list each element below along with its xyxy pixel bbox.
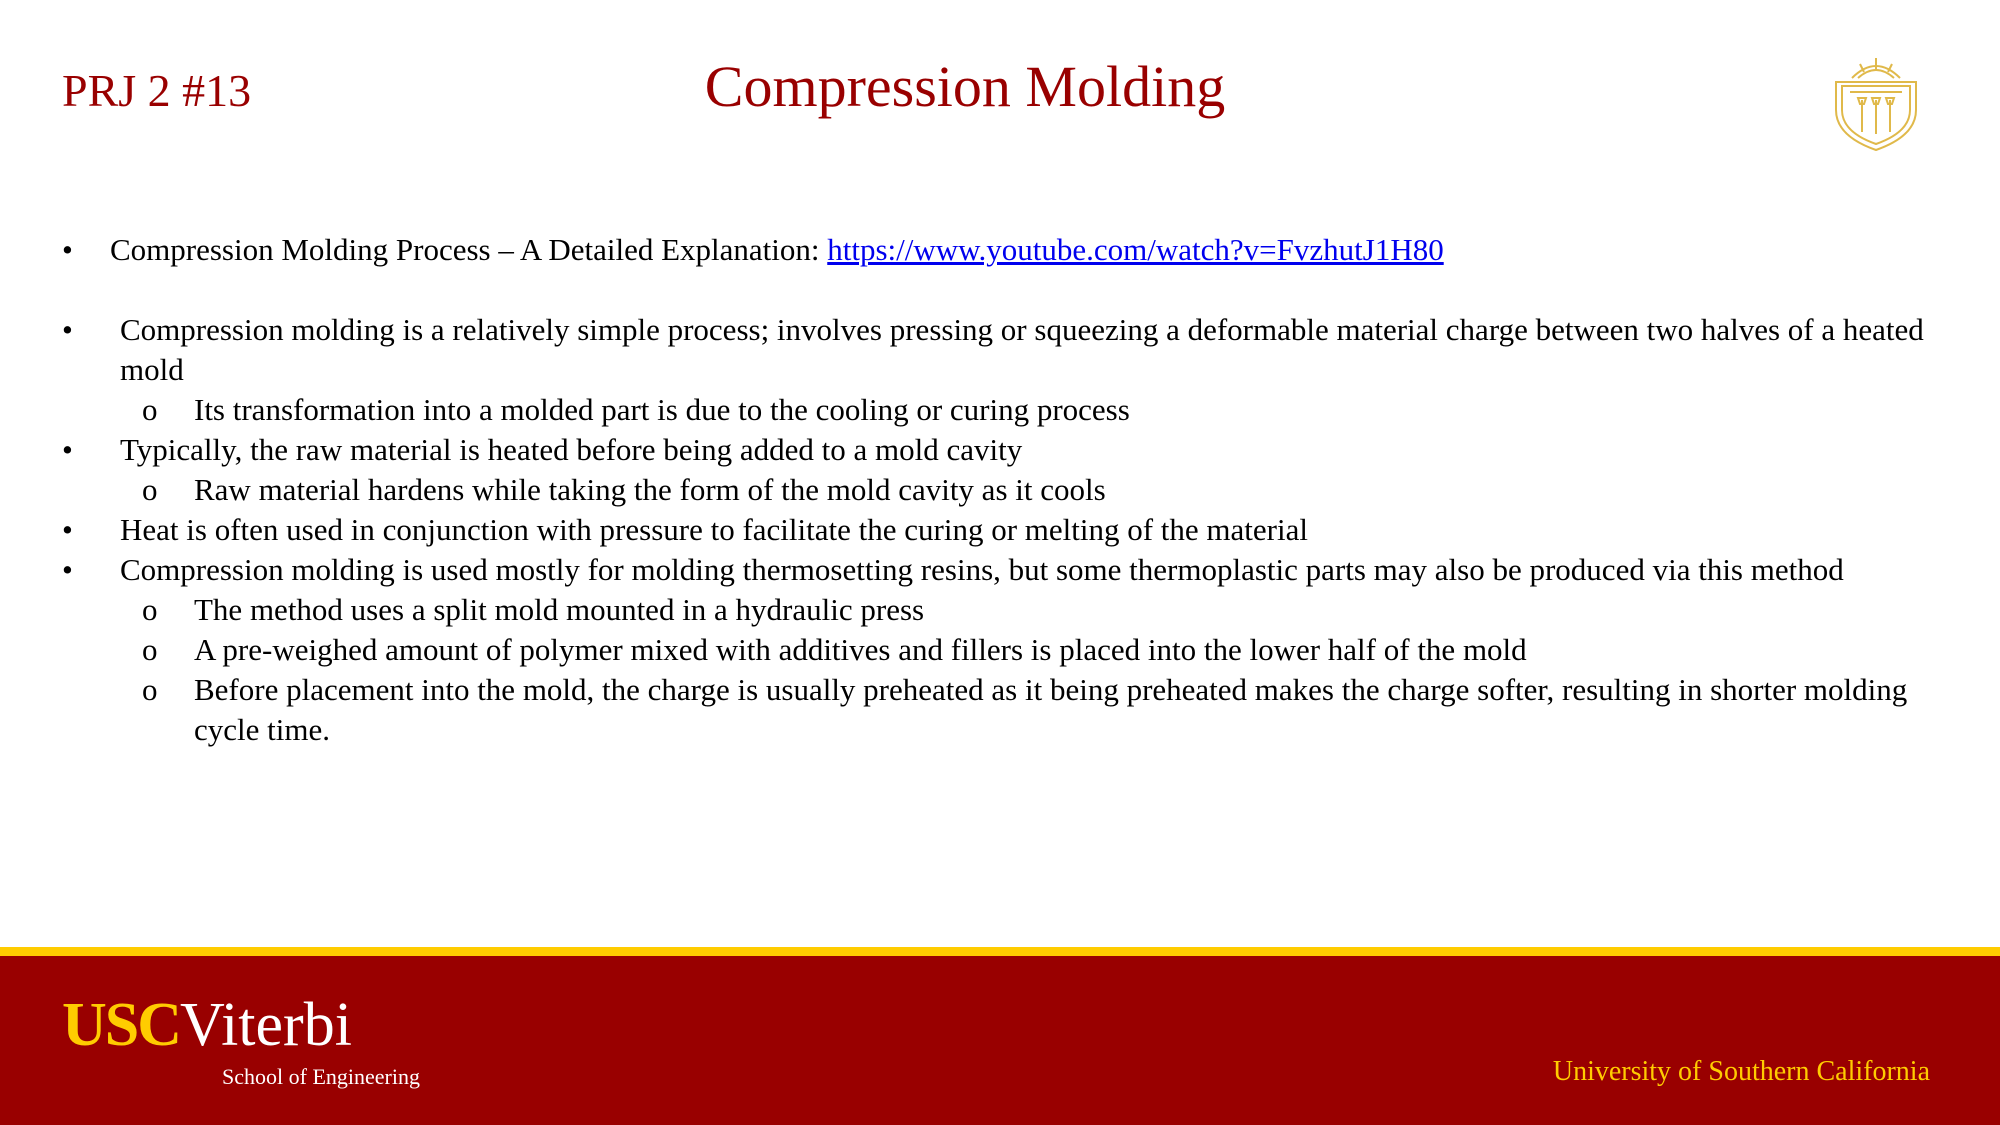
video-link[interactable]: https://www.youtube.com/watch?v=FvzhutJ1H80: [827, 232, 1444, 267]
usc-seal-icon: [1822, 52, 1930, 152]
list-item-text: Compression molding is a relatively simple process; involves pressing or squeezing a deformable material charge between two halves of a heated mold: [120, 312, 1924, 387]
sub-list-item-text: A pre-weighed amount of polymer mixed with additives and fillers is placed into the lower half of the mold: [194, 632, 1527, 667]
sub-list-item-text: Raw material hardens while taking the form of the mold cavity as it cools: [194, 472, 1106, 507]
sub-list-item-text: Its transformation into a molded part is due to the cooling or curing process: [194, 392, 1130, 427]
list-item: [62, 230, 1942, 270]
sub-list-item: [62, 590, 1942, 630]
sub-list-item: [62, 670, 1942, 750]
university-name: University of Southern California: [1552, 1056, 1930, 1087]
logo-viterbi: Viterbi: [180, 991, 352, 1059]
list-item: [62, 510, 1942, 550]
intro-text: Compression Molding Process – A Detailed Explanation:: [110, 232, 828, 267]
bullet-marker: •: [62, 552, 73, 587]
list-item-text: Typically, the raw material is heated before being added to a mold cavity: [120, 432, 1023, 467]
sub-list-item-text: The method uses a split mold mounted in a hydraulic press: [194, 592, 925, 627]
list-item: [62, 550, 1942, 590]
logo-usc: USC: [62, 991, 181, 1059]
sub-list-item: [62, 630, 1942, 670]
bullet-marker: •: [62, 312, 73, 347]
sub-bullet-marker: o: [142, 672, 158, 707]
footer-gold-stripe: [0, 947, 2000, 956]
footer-banner: [0, 956, 2000, 1125]
bullet-marker: •: [62, 512, 73, 547]
slide-label: PRJ 2 #13: [62, 65, 252, 116]
list-item-text: Compression molding is used mostly for molding thermosetting resins, but some thermoplastic parts may also be produced via this method: [120, 552, 1844, 587]
usc-viterbi-logo: [62, 991, 352, 1059]
school-name: School of Engineering: [222, 1064, 420, 1089]
sub-list-item-text: Before placement into the mold, the charge is usually preheated as it being preheated makes the charge softer, resulting in shorter molding cycle time.: [194, 672, 1908, 747]
list-item-text: Heat is often used in conjunction with pressure to facilitate the curing or melting of the material: [120, 512, 1308, 547]
bullet-marker: •: [62, 232, 73, 267]
sub-bullet-marker: o: [142, 472, 158, 507]
slide-body: [62, 230, 1942, 750]
sub-bullet-marker: o: [142, 392, 158, 427]
sub-bullet-marker: o: [142, 632, 158, 667]
sub-list-item: [62, 390, 1942, 430]
sub-list-item: [62, 470, 1942, 510]
list-item: [62, 310, 1942, 390]
list-item: [62, 430, 1942, 470]
slide-title: Compression Molding: [704, 54, 1226, 119]
bullet-marker: •: [62, 432, 73, 467]
sub-bullet-marker: o: [142, 592, 158, 627]
